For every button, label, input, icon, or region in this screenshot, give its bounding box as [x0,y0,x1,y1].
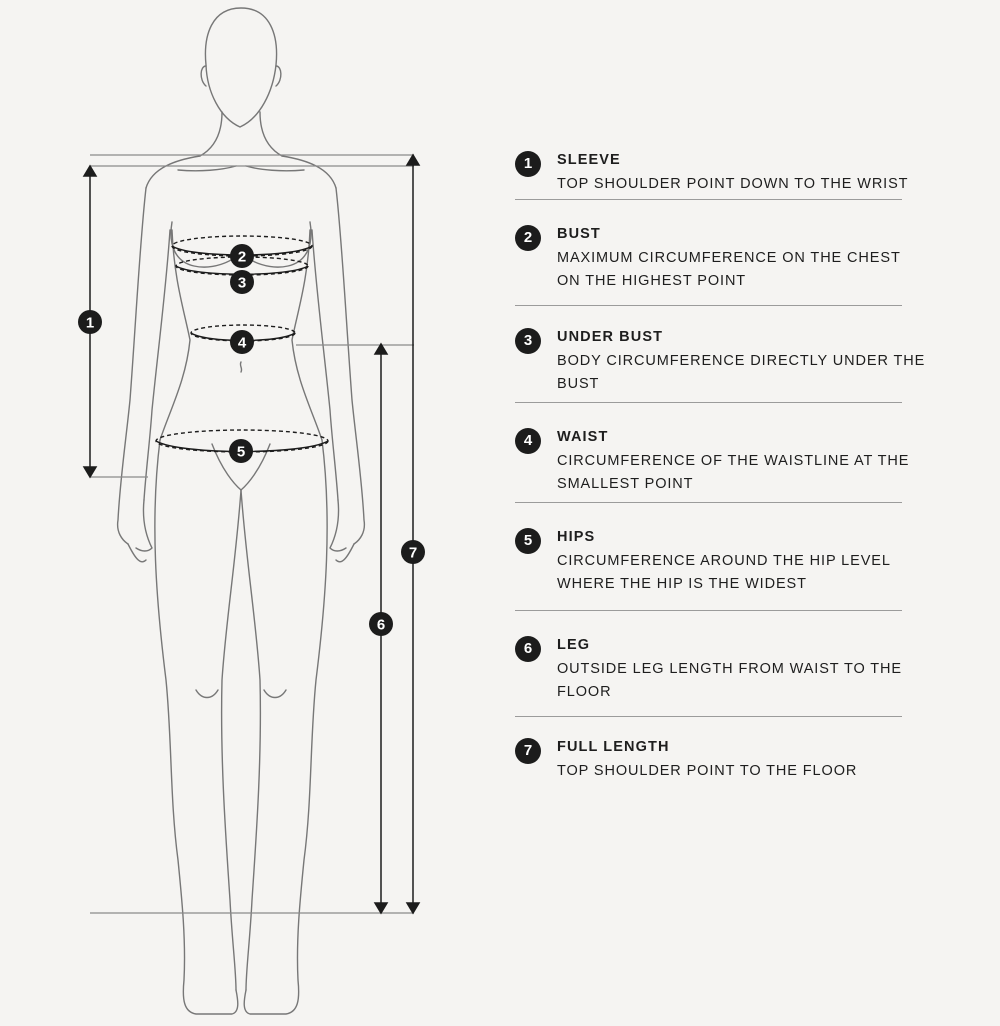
measurement-description [557,173,907,196]
measurement-description [557,760,907,783]
arm-left-outer [118,188,146,544]
sleeve-arrow-head-bottom [84,467,96,477]
bust-right [244,222,311,267]
body-outline [118,8,365,1014]
bust-left [171,222,238,267]
arm-right-outer [336,188,364,544]
divider [515,402,902,403]
marker-6 [369,612,393,636]
ear-left [201,66,206,86]
divider [515,610,902,611]
description-line: TOP SHOULDER POINT TO THE FLOOR [557,763,858,779]
knee-right [264,690,286,698]
number-badge: 2 [515,225,541,251]
marker-2 [230,244,254,268]
marker-2-label: 2 [237,248,247,266]
divider [515,305,902,306]
number-badge: 1 [515,151,541,177]
number-badge: 6 [515,636,541,662]
description-line: TOP SHOULDER POINT DOWN TO THE WRIST [557,176,909,192]
measurement-title: BUST [557,226,601,242]
marker-7 [401,540,425,564]
description-line: CIRCUMFERENCE AROUND THE HIP LEVEL [557,553,891,569]
description-line: SMALLEST POINT [557,476,694,492]
collarbone-right [246,166,304,171]
arm-left-inner [144,230,170,500]
measurement-title: FULL LENGTH [557,739,670,755]
sleeve-arrow-head-top [84,166,96,176]
description-line: BUST [557,376,600,392]
ear-right [276,66,281,86]
marker-3-label: 3 [237,274,247,292]
knee-left [196,690,218,698]
marker-5 [229,439,253,463]
collarbone-left [178,166,236,171]
measurement-title: LEG [557,637,591,653]
leg-left-outer [155,440,238,1014]
arm-right-inner [312,230,338,500]
shoulder-right [282,156,336,188]
leg-right-inner [241,490,260,990]
marker-6-label: 6 [376,616,386,634]
figure-markers [78,244,425,636]
number-badge: 5 [515,528,541,554]
measurement-arrows [84,155,419,913]
measurement-title: WAIST [557,429,609,445]
marker-4 [230,330,254,354]
measurement-title: UNDER BUST [557,329,664,345]
divider [515,716,902,717]
description-line: FLOOR [557,684,612,700]
navel [240,362,241,372]
measurement-title: HIPS [557,529,596,545]
marker-1 [78,310,102,334]
head-outline [205,8,276,127]
description-line: OUTSIDE LEG LENGTH FROM WAIST TO THE [557,661,902,677]
description-line: ON THE HIGHEST POINT [557,273,747,289]
measurement-description [557,450,910,496]
neck-left [200,112,222,156]
marker-1-label: 1 [85,314,95,332]
description-line: MAXIMUM CIRCUMFERENCE ON THE CHEST [557,250,901,266]
description-line: CIRCUMFERENCE OF THE WAISTLINE AT THE [557,453,910,469]
torso-right [292,230,322,440]
number-badge: 3 [515,328,541,354]
description-line: WHERE THE HIP IS THE WIDEST [557,576,807,592]
marker-4-label: 4 [237,334,247,352]
divider [515,502,902,503]
measurement-description [557,658,907,704]
hand-left [128,500,152,562]
hand-right [330,500,354,562]
shoulder-left [146,156,200,188]
marker-3 [230,270,254,294]
marker-5-label: 5 [236,443,246,461]
measurement-description [557,550,907,596]
marker-7-label: 7 [408,544,418,562]
number-badge: 4 [515,428,541,454]
body-figure-illustration [0,0,440,1026]
full-length-arrow-head-top [407,155,419,165]
leg-right-outer [244,440,327,1014]
torso-left [160,230,190,440]
neck-right [260,112,282,156]
body-figure-svg [0,0,440,1026]
measurement-legend [515,0,926,1026]
description-line: BODY CIRCUMFERENCE DIRECTLY UNDER THE [557,353,926,369]
leg-arrow-head-bottom [375,903,387,913]
measurement-description [557,247,907,293]
full-length-arrow-head-bottom [407,903,419,913]
number-badge: 7 [515,738,541,764]
divider [515,199,902,200]
measurement-title: SLEEVE [557,152,621,168]
measurement-description [557,350,926,396]
leg-left-inner [222,490,241,990]
